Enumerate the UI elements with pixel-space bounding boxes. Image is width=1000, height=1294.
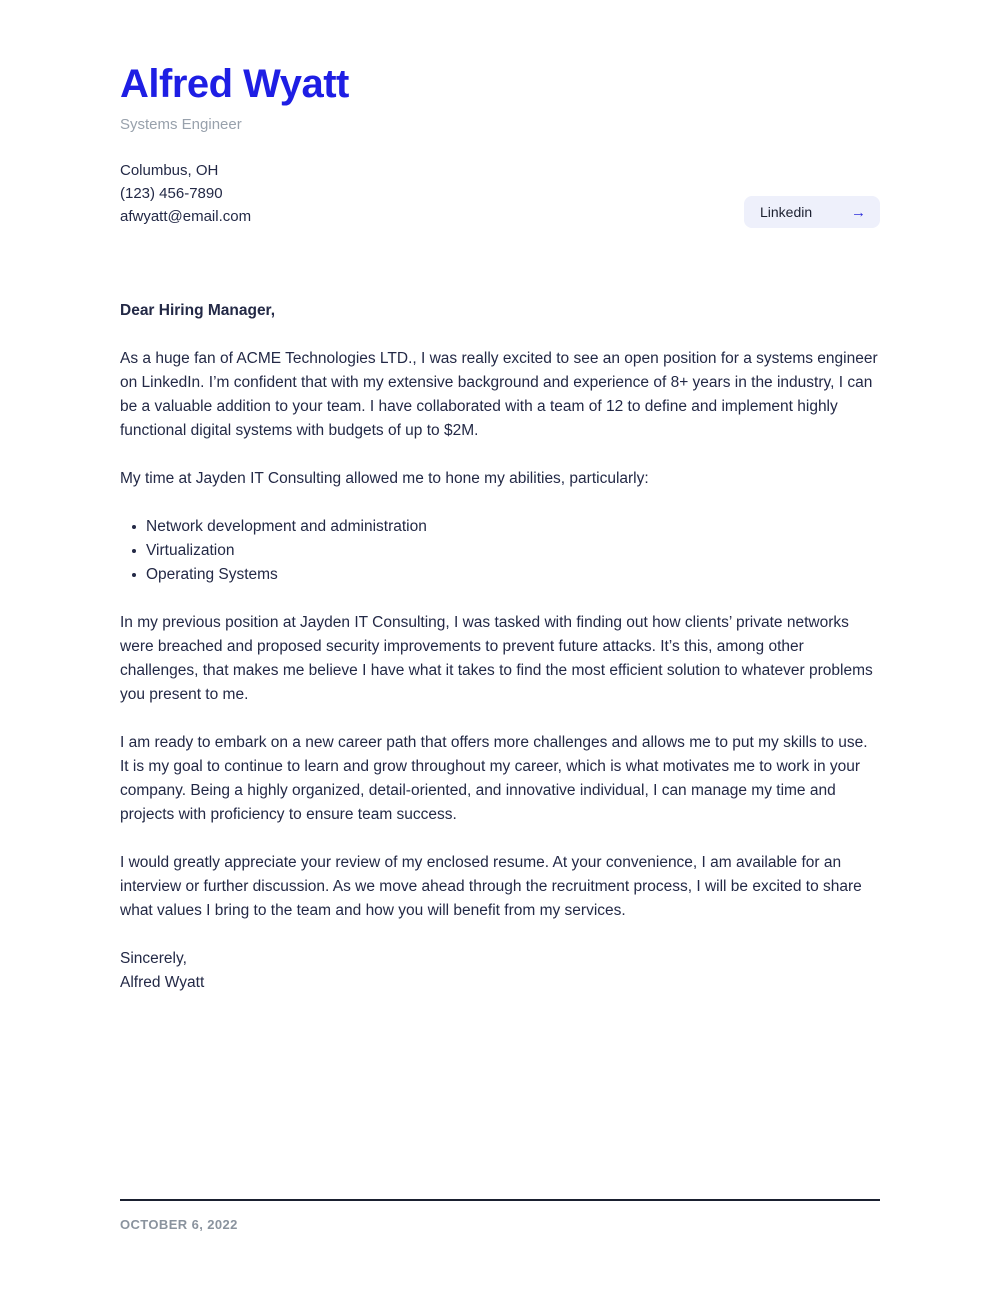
letter-header (0, 0, 1000, 228)
skill-item: Operating Systems (132, 563, 880, 587)
letter-footer (120, 1199, 880, 1232)
paragraph-intro: As a huge fan of ACME Technologies LTD., I was really excited to see an open position for a systems engineer on LinkedIn. I’m confident that with my extensive background and experience of 8+ years in the industry, I can be a valuable addition to your team. I have collaborated with a team of 12 to define and implement highly functional digital systems with budgets of up to $2M. (120, 350, 878, 439)
linkedin-button[interactable] (744, 196, 880, 228)
contact-phone: (123) 456-7890 (120, 185, 223, 202)
salutation: Dear Hiring Manager, (120, 302, 276, 319)
contact-row (120, 159, 880, 228)
contact-block (120, 159, 251, 228)
skills-list (120, 515, 880, 587)
paragraph-experience: In my previous position at Jayden IT Consulting, I was tasked with finding out how clients’ private networks were breached and proposed security improvements to prevent future attacks. It’s this, among other challenges, that makes me believe I have what it takes to find the most efficient solution to whatever problems you present to me. (120, 614, 873, 703)
letter-body (0, 299, 1000, 995)
contact-location: Columbus, OH (120, 162, 219, 179)
linkedin-button-label: Linkedin (760, 204, 813, 220)
closing: Sincerely, (120, 950, 187, 967)
closing-block (120, 947, 880, 995)
letter-date: OCTOBER 6, 2022 (120, 1217, 238, 1232)
contact-email: afwyatt@email.com (120, 208, 252, 225)
skill-item: Virtualization (132, 539, 880, 563)
signature: Alfred Wyatt (120, 974, 205, 991)
candidate-job-title: Systems Engineer (120, 116, 242, 133)
paragraph-skills-lead: My time at Jayden IT Consulting allowed me to hone my abilities, particularly: (120, 470, 649, 487)
paragraph-goals: I am ready to embark on a new career path that offers more challenges and allows me to put my skills to use. It is my goal to continue to learn and grow throughout my career, which is what motivates me to work in your company. Being a highly organized, detail-oriented, and innovative individual, I can manage my time and projects with proficiency to ensure team success. (120, 734, 868, 823)
arrow-right-icon: → (851, 203, 866, 221)
candidate-name: Alfred Wyatt (120, 62, 349, 106)
paragraph-cta: I would greatly appreciate your review of my enclosed resume. At your convenience, I am available for an interview or further discussion. As we move ahead through the recruitment process, I will be excited to share what values I bring to the team and how you will benefit from my services. (120, 854, 862, 919)
skill-item: Network development and administration (132, 515, 880, 539)
